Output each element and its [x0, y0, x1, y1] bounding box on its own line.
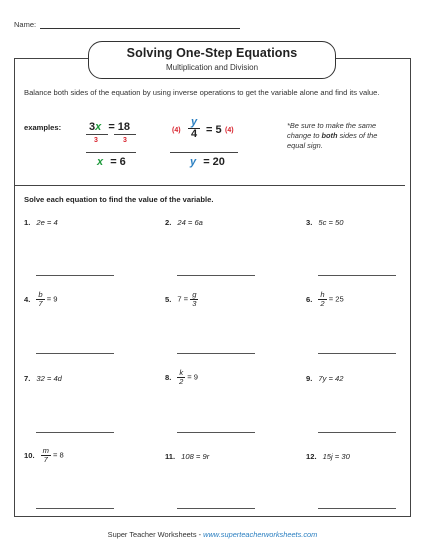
problem-rhs: = 8 — [53, 450, 64, 460]
example1-div-line-right — [114, 134, 136, 135]
problem-number: 8. — [165, 372, 172, 382]
note-bold: both — [321, 131, 338, 140]
fraction-numerator: k — [179, 368, 184, 377]
example1-answer — [97, 156, 126, 168]
name-label: Name: — [14, 20, 37, 29]
example2-fraction — [188, 117, 200, 140]
problem-3 — [306, 218, 343, 227]
solve-instruction: Solve each equation to find the value of the variable. — [24, 195, 214, 204]
problem-number: 10. — [24, 450, 35, 460]
problem-number: 2. — [165, 218, 172, 227]
answer-line-12[interactable] — [318, 508, 396, 509]
footer-separator: - — [196, 530, 204, 539]
name-input-line[interactable] — [40, 20, 240, 29]
fraction-numerator: h — [320, 290, 325, 299]
examples-label: examples: — [24, 123, 62, 132]
example2-mult-right: (4) — [225, 127, 234, 134]
problem-number: 11. — [165, 452, 176, 461]
example2-rhs: = 5 — [206, 124, 222, 136]
answer-line-1[interactable] — [36, 275, 114, 276]
problem-number: 5. — [165, 294, 172, 304]
fraction-denominator: 2 — [179, 377, 184, 386]
problem-1 — [24, 218, 58, 227]
example1-div-right: 3 — [123, 137, 127, 144]
problem-12 — [306, 452, 350, 461]
problem-10 — [24, 447, 64, 464]
section-divider — [14, 185, 405, 186]
fraction-numerator: m — [42, 446, 49, 455]
title-box — [88, 41, 336, 79]
problem-text: 5c = 50 — [318, 218, 344, 227]
fraction-denominator: 2 — [320, 299, 325, 308]
problem-text: 7y = 42 — [318, 374, 344, 383]
problem-number: 9. — [306, 374, 313, 383]
fraction-denominator: 7 — [38, 299, 43, 308]
answer-line-2[interactable] — [177, 275, 255, 276]
problem-11 — [165, 452, 209, 461]
example1-rhs: = 18 — [108, 121, 131, 133]
problem-rhs: = 9 — [46, 294, 58, 304]
problem-fraction — [36, 291, 44, 308]
problem-text: 15j = 30 — [322, 452, 350, 461]
answer-line-3[interactable] — [318, 275, 396, 276]
answer-line-5[interactable] — [177, 353, 255, 354]
example2-answer-line — [170, 152, 238, 153]
problem-text: 32 = 4d — [36, 374, 62, 383]
problem-fraction — [177, 369, 185, 386]
problem-5 — [165, 291, 198, 308]
answer-line-10[interactable] — [36, 508, 114, 509]
page-subtitle: Multiplication and Division — [165, 63, 259, 72]
problem-fraction — [41, 447, 51, 464]
problem-rhs: = 25 — [328, 294, 344, 304]
problem-6 — [306, 291, 344, 308]
example1-answer-line — [86, 152, 136, 153]
problem-lhs: 7 = — [177, 294, 189, 304]
answer-line-8[interactable] — [177, 432, 255, 433]
answer-line-9[interactable] — [318, 432, 396, 433]
example2-answer — [190, 156, 225, 168]
instructions: Balance both sides of the equation by using inverse operations to get the variable alone and find its value. — [24, 88, 380, 97]
example1-equation — [89, 121, 130, 133]
problem-2 — [165, 218, 203, 227]
problem-rhs: = 9 — [187, 372, 199, 382]
fraction-numerator: g — [192, 290, 197, 299]
example2-mult-left: (4) — [172, 127, 181, 134]
problem-number: 6. — [306, 294, 313, 304]
problem-number: 4. — [24, 294, 31, 304]
example2-answer-val: = 20 — [203, 156, 225, 168]
example1-answer-var: x — [97, 156, 104, 168]
example1-div-left: 3 — [94, 137, 98, 144]
example-note — [287, 121, 387, 151]
example2-frac-den: 4 — [188, 128, 200, 140]
name-row — [14, 20, 240, 29]
answer-line-11[interactable] — [177, 508, 255, 509]
footer-site-link[interactable]: www.superteacherworksheets.com — [203, 530, 318, 539]
fraction-denominator: 3 — [192, 299, 197, 308]
problem-number: 3. — [306, 218, 313, 227]
example2-answer-var: y — [190, 156, 197, 168]
footer-brand: Super Teacher Worksheets — [107, 530, 197, 539]
problem-number: 12. — [306, 452, 317, 461]
footer — [0, 530, 425, 539]
example2-frac-num: y — [190, 116, 198, 128]
problem-text: 24 = 6a — [177, 218, 203, 227]
example1-coef: 3 — [89, 121, 96, 133]
fraction-denominator: 7 — [43, 455, 48, 464]
answer-line-7[interactable] — [36, 432, 114, 433]
fraction-numerator: b — [38, 290, 43, 299]
example1-div-line-left — [86, 134, 108, 135]
problem-number: 7. — [24, 374, 31, 383]
example1-answer-val: = 6 — [110, 156, 126, 168]
problem-7 — [24, 374, 62, 383]
problem-text: 2e = 4 — [36, 218, 58, 227]
note-part2: sides of the equal sign. — [287, 131, 378, 150]
problem-fraction — [318, 291, 326, 308]
page-title: Solving One-Step Equations — [126, 46, 298, 60]
problem-number: 1. — [24, 218, 31, 227]
problem-text: 108 = 9r — [181, 452, 210, 461]
problem-4 — [24, 291, 57, 308]
answer-line-6[interactable] — [318, 353, 396, 354]
answer-line-4[interactable] — [36, 353, 114, 354]
problem-8 — [165, 369, 198, 386]
problem-9 — [306, 374, 343, 383]
problem-fraction — [190, 291, 198, 308]
example1-var: x — [95, 121, 102, 133]
note-part1: *Be sure to make the same change to — [287, 121, 377, 140]
